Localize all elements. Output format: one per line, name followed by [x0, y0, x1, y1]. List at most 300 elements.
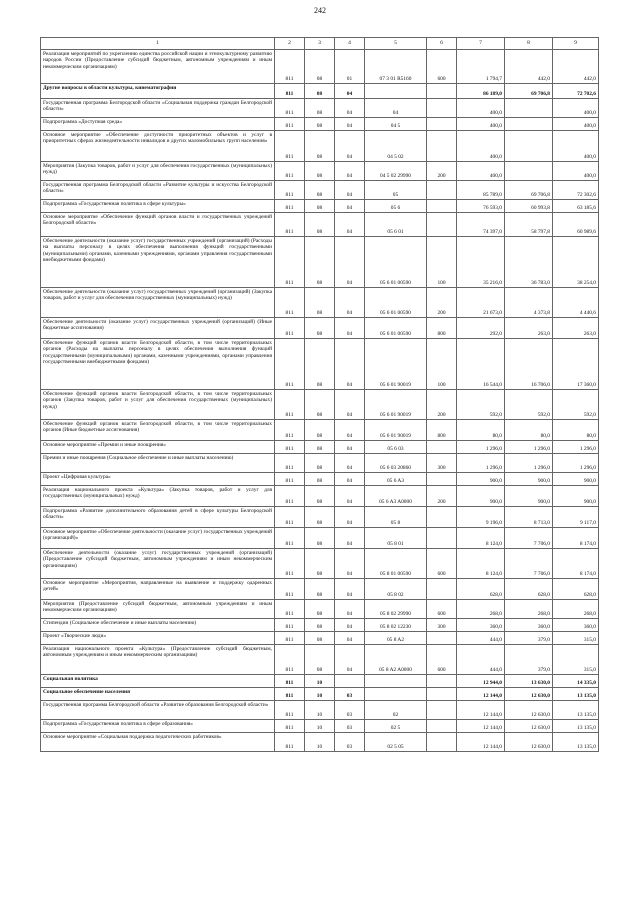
amount-year-3: 315,0	[553, 645, 599, 675]
subsection-code: 04	[335, 181, 365, 200]
section-code: 08	[305, 162, 335, 181]
expense-type: 800	[427, 420, 457, 441]
amount-year-2: 16 706,0	[505, 339, 553, 390]
expense-type	[427, 720, 457, 733]
section-code: 10	[305, 720, 335, 733]
expense-type	[427, 213, 457, 237]
amount-year-1: 8 124,0	[457, 549, 505, 579]
amount-year-1: 400,0	[457, 131, 505, 162]
subsection-code: 04	[335, 549, 365, 579]
table-row	[41, 675, 599, 688]
expense-type: 600	[427, 600, 457, 619]
row-name: Премии и иные поощрения (Социальное обеспечение и иные выплаты населению)	[41, 454, 275, 473]
row-name: Проект «Цифровая культура»	[41, 473, 275, 486]
expense-type	[427, 701, 457, 720]
subsection-code: 04	[335, 619, 365, 632]
table-row	[41, 720, 599, 733]
table-row	[41, 600, 599, 619]
table-row	[41, 507, 599, 528]
page-number: 242	[314, 6, 326, 15]
section-code: 08	[305, 579, 335, 600]
admin-code: 811	[275, 213, 305, 237]
row-name: Обеспечение функций органов власти Белгородской области, в том числе территориальных органов (Иные бюджетные ассигнования)	[41, 420, 275, 441]
amount-year-2: 900,0	[505, 473, 553, 486]
table-row	[41, 237, 599, 288]
amount-year-2: 60 993,8	[505, 200, 553, 213]
column-header: 3	[305, 38, 335, 50]
target-article	[365, 675, 427, 688]
table-row	[41, 181, 599, 200]
amount-year-1: 16 544,0	[457, 339, 505, 390]
section-code: 08	[305, 213, 335, 237]
admin-code: 811	[275, 181, 305, 200]
admin-code: 811	[275, 579, 305, 600]
admin-code: 811	[275, 720, 305, 733]
amount-year-1: 80,0	[457, 420, 505, 441]
table-row	[41, 99, 599, 118]
amount-year-3: 400,0	[553, 99, 599, 118]
table-row	[41, 162, 599, 181]
amount-year-3: 400,0	[553, 118, 599, 131]
amount-year-2: 8 713,0	[505, 507, 553, 528]
row-name: Социальное обеспечение населения	[41, 688, 275, 701]
admin-code: 811	[275, 701, 305, 720]
row-name: Обеспечение деятельности (оказание услуг) государственных учреждений (организаций) (Закупка товаров, работ и услуг для обеспечения государственных (муниципальных) нужд)	[41, 288, 275, 318]
amount-year-1: 21 673,0	[457, 288, 505, 318]
amount-year-3: 9 117,0	[553, 507, 599, 528]
target-article: 05 8 02 12230	[365, 619, 427, 632]
expense-type: 600	[427, 645, 457, 675]
row-name: Подпрограмма «Доступная среда»	[41, 118, 275, 131]
expense-type: 300	[427, 454, 457, 473]
column-header: 2	[275, 38, 305, 50]
amount-year-1: 1 296,0	[457, 441, 505, 454]
section-code: 08	[305, 99, 335, 118]
target-article: 05 6	[365, 200, 427, 213]
expense-type	[427, 99, 457, 118]
table-row	[41, 318, 599, 339]
admin-code: 811	[275, 733, 305, 752]
subsection-code: 04	[335, 118, 365, 131]
expense-type: 300	[427, 619, 457, 632]
amount-year-2: 7 706,0	[505, 549, 553, 579]
amount-year-3: 1 296,0	[553, 441, 599, 454]
amount-year-2: 592,0	[505, 390, 553, 420]
amount-year-3: 1 296,0	[553, 454, 599, 473]
target-article: 05 8 A2	[365, 632, 427, 645]
subsection-code: 03	[335, 688, 365, 701]
admin-code: 811	[275, 237, 305, 288]
amount-year-3: 72 702,6	[553, 84, 599, 99]
amount-year-3: 14 335,0	[553, 675, 599, 688]
admin-code: 811	[275, 441, 305, 454]
target-article: 04 5 02	[365, 131, 427, 162]
admin-code: 811	[275, 162, 305, 181]
amount-year-1: 85 789,0	[457, 181, 505, 200]
admin-code: 811	[275, 600, 305, 619]
section-code: 08	[305, 549, 335, 579]
row-name: Подпрограмма «Государственная политика в сфере культуры»	[41, 200, 275, 213]
subsection-code: 04	[335, 200, 365, 213]
section-code: 08	[305, 420, 335, 441]
amount-year-1: 900,0	[457, 486, 505, 507]
amount-year-2: 58 797,8	[505, 213, 553, 237]
section-code: 08	[305, 237, 335, 288]
section-code: 08	[305, 390, 335, 420]
table-row	[41, 200, 599, 213]
amount-year-1: 12 144,0	[457, 720, 505, 733]
row-name: Государственная программа Белгородской области «Развитие культуры и искусства Белгородской области»	[41, 181, 275, 200]
column-header: 8	[505, 38, 553, 50]
section-code: 08	[305, 200, 335, 213]
amount-year-3: 628,0	[553, 579, 599, 600]
section-code: 10	[305, 688, 335, 701]
subsection-code: 04	[335, 131, 365, 162]
amount-year-3: 263,0	[553, 318, 599, 339]
row-name: Другие вопросы в области культуры, кинематографии	[41, 84, 275, 99]
section-code: 10	[305, 701, 335, 720]
amount-year-1: 74 397,0	[457, 213, 505, 237]
row-name: Мероприятия (Предоставление субсидий бюджетным, автономным учреждениям и иным некоммерческим организациям)	[41, 600, 275, 619]
amount-year-1: 268,0	[457, 600, 505, 619]
target-article: 05 6 03	[365, 441, 427, 454]
subsection-code: 04	[335, 339, 365, 390]
target-article: 02 5 05	[365, 733, 427, 752]
amount-year-3: 8 174,0	[553, 528, 599, 549]
target-article: 05 6 A3 A0000	[365, 486, 427, 507]
table-row	[41, 619, 599, 632]
table-row	[41, 441, 599, 454]
row-name: Основное мероприятие «Премии и иные поощрения»	[41, 441, 275, 454]
subsection-code: 04	[335, 528, 365, 549]
target-article: 05 8 A2 A0000	[365, 645, 427, 675]
row-name: Обеспечение функций органов власти Белгородской области, в том числе территориальных органов (Закупка товаров, работ и услуг для обеспечения государственных (муниципальных) нужд)	[41, 390, 275, 420]
section-code: 08	[305, 473, 335, 486]
target-article: 05 8 02	[365, 579, 427, 600]
column-header: 9	[553, 38, 599, 50]
target-article: 02	[365, 701, 427, 720]
section-code: 08	[305, 288, 335, 318]
table-row	[41, 118, 599, 131]
target-article: 05	[365, 181, 427, 200]
subsection-code: 01	[335, 50, 365, 84]
target-article: 05 8 01	[365, 528, 427, 549]
subsection-code: 04	[335, 486, 365, 507]
table-row	[41, 390, 599, 420]
expense-type	[427, 131, 457, 162]
amount-year-2: 900,0	[505, 486, 553, 507]
expense-type: 200	[427, 162, 457, 181]
amount-year-2: 69 706,8	[505, 84, 553, 99]
amount-year-2: 1 296,0	[505, 454, 553, 473]
amount-year-1: 86 189,0	[457, 84, 505, 99]
subsection-code: 03	[335, 720, 365, 733]
admin-code: 811	[275, 288, 305, 318]
amount-year-1: 400,0	[457, 99, 505, 118]
table-row	[41, 84, 599, 99]
amount-year-1: 292,0	[457, 318, 505, 339]
section-code: 08	[305, 118, 335, 131]
subsection-code: 04	[335, 213, 365, 237]
subsection-code: 04	[335, 645, 365, 675]
admin-code: 811	[275, 645, 305, 675]
admin-code: 811	[275, 454, 305, 473]
section-code: 08	[305, 441, 335, 454]
amount-year-3: 360,0	[553, 619, 599, 632]
table-row	[41, 454, 599, 473]
amount-year-2	[505, 118, 553, 131]
section-code: 08	[305, 318, 335, 339]
admin-code: 811	[275, 507, 305, 528]
admin-code: 811	[275, 50, 305, 84]
subsection-code: 04	[335, 579, 365, 600]
row-name: Обеспечение деятельности (оказание услуг) государственных учреждений (организаций) (Расходы на выплаты персоналу в целях обеспечения выполнения функций государственными (муниципальными) органами, казенными учреждениями, органами управления государственными внебюджетными фондами)	[41, 237, 275, 288]
target-article: 07 3 01 R5160	[365, 50, 427, 84]
row-name: Государственная программа Белгородской области «Развитие образования Белгородской области»	[41, 701, 275, 720]
amount-year-2: 12 630,0	[505, 733, 553, 752]
amount-year-3: 13 135,0	[553, 720, 599, 733]
target-article: 02 5	[365, 720, 427, 733]
row-name: Основное мероприятие «Обеспечение функций органов власти и государственных учреждений Белгородской области»	[41, 213, 275, 237]
column-header: 7	[457, 38, 505, 50]
expense-type	[427, 200, 457, 213]
section-code: 08	[305, 486, 335, 507]
amount-year-1: 400,0	[457, 118, 505, 131]
section-code: 08	[305, 84, 335, 99]
table-row	[41, 420, 599, 441]
row-name: Реализация национального проекта «Культура» (Закупка товаров, работ и услуг для государственных (муниципальных) нужд)	[41, 486, 275, 507]
amount-year-1: 360,0	[457, 619, 505, 632]
section-code: 08	[305, 454, 335, 473]
amount-year-2	[505, 131, 553, 162]
subsection-code: 04	[335, 420, 365, 441]
admin-code: 811	[275, 200, 305, 213]
amount-year-3: 60 989,6	[553, 213, 599, 237]
target-article: 05 6 A3	[365, 473, 427, 486]
target-article: 04 5	[365, 118, 427, 131]
subsection-code: 04	[335, 600, 365, 619]
amount-year-2: 13 630,0	[505, 675, 553, 688]
target-article: 05 6 01 00590	[365, 318, 427, 339]
amount-year-3: 38 254,0	[553, 237, 599, 288]
table-row	[41, 213, 599, 237]
admin-code: 811	[275, 131, 305, 162]
row-name: Государственная программа Белгородской области «Социальная поддержка граждан Белгородской области»	[41, 99, 275, 118]
row-name: Основное мероприятие «Социальная поддержка педагогических работников»	[41, 733, 275, 752]
amount-year-2: 80,0	[505, 420, 553, 441]
row-name: Реализация мероприятий по укреплению единства российской нации и этнокультурному развитию народов России (Предоставление субсидий бюджетным, автономным учреждениям и иным некоммерческим организациям)	[41, 50, 275, 84]
amount-year-2: 1 296,0	[505, 441, 553, 454]
subsection-code: 04	[335, 237, 365, 288]
amount-year-1: 444,0	[457, 645, 505, 675]
row-name: Основное мероприятие «Обеспечение доступности приоритетных объектов и услуг в приоритетных сферах жизнедеятельности инвалидов и других маломобильных групп населения»	[41, 131, 275, 162]
amount-year-2: 442,0	[505, 50, 553, 84]
amount-year-1: 1 296,0	[457, 454, 505, 473]
row-name: Реализация национального проекта «Культура» (Предоставление субсидий бюджетным, автономным учреждениям и иным некоммерческим организациям)	[41, 645, 275, 675]
row-name: Проект «Творческие люди»	[41, 632, 275, 645]
amount-year-2: 4 373,8	[505, 288, 553, 318]
expense-type: 100	[427, 237, 457, 288]
amount-year-1: 12 144,0	[457, 701, 505, 720]
section-code: 08	[305, 339, 335, 390]
amount-year-2: 12 630,0	[505, 688, 553, 701]
expense-type: 800	[427, 318, 457, 339]
target-article: 04	[365, 99, 427, 118]
amount-year-2: 379,0	[505, 632, 553, 645]
expense-type	[427, 507, 457, 528]
column-header: 4	[335, 38, 365, 50]
row-name: Основное мероприятие «Обеспечение деятельности (оказание услуг) государственных учреждений (организаций)»	[41, 528, 275, 549]
subsection-code: 04	[335, 390, 365, 420]
target-article: 05 6 01 90019	[365, 390, 427, 420]
amount-year-1: 12 944,0	[457, 675, 505, 688]
expense-type	[427, 441, 457, 454]
row-name: Обеспечение деятельности (оказание услуг) государственных учреждений (организаций) (Предоставление субсидий бюджетным, автономным учреждениям и иным некоммерческим организациям)	[41, 549, 275, 579]
amount-year-1: 35 216,0	[457, 237, 505, 288]
row-name: Стипендии (Социальное обеспечение и иные выплаты населению)	[41, 619, 275, 632]
expense-type: 200	[427, 390, 457, 420]
amount-year-3: 400,0	[553, 131, 599, 162]
section-code: 08	[305, 507, 335, 528]
expense-type	[427, 528, 457, 549]
amount-year-2: 69 706,8	[505, 181, 553, 200]
row-name: Основное мероприятие «Мероприятия, направленные на выявление и поддержку одаренных детей»	[41, 579, 275, 600]
target-article	[365, 84, 427, 99]
target-article	[365, 688, 427, 701]
row-name: Социальная политика	[41, 675, 275, 688]
section-code: 08	[305, 181, 335, 200]
amount-year-2: 628,0	[505, 579, 553, 600]
amount-year-3: 8 174,0	[553, 549, 599, 579]
admin-code: 811	[275, 118, 305, 131]
admin-code: 811	[275, 84, 305, 99]
row-name: Мероприятия (Закупка товаров, работ и услуг для обеспечения государственных (муниципальных) нужд)	[41, 162, 275, 181]
amount-year-2: 7 706,0	[505, 528, 553, 549]
admin-code: 811	[275, 486, 305, 507]
section-code: 08	[305, 50, 335, 84]
admin-code: 811	[275, 688, 305, 701]
target-article: 05 8 01 00590	[365, 549, 427, 579]
amount-year-1: 1 794,7	[457, 50, 505, 84]
subsection-code: 04	[335, 162, 365, 181]
admin-code: 811	[275, 318, 305, 339]
expense-type: 200	[427, 288, 457, 318]
amount-year-1: 8 124,0	[457, 528, 505, 549]
amount-year-1: 12 144,0	[457, 733, 505, 752]
expense-type: 100	[427, 339, 457, 390]
amount-year-1: 444,0	[457, 632, 505, 645]
expense-type: 200	[427, 486, 457, 507]
amount-year-1: 400,0	[457, 162, 505, 181]
table-row	[41, 50, 599, 84]
table-row	[41, 733, 599, 752]
section-code: 08	[305, 600, 335, 619]
table-row	[41, 131, 599, 162]
expense-type	[427, 688, 457, 701]
expense-type	[427, 579, 457, 600]
amount-year-3: 315,0	[553, 632, 599, 645]
expense-type	[427, 632, 457, 645]
admin-code: 811	[275, 675, 305, 688]
section-code: 10	[305, 733, 335, 752]
admin-code: 811	[275, 473, 305, 486]
section-code: 08	[305, 632, 335, 645]
amount-year-3: 268,0	[553, 600, 599, 619]
admin-code: 811	[275, 390, 305, 420]
amount-year-3: 400,0	[553, 162, 599, 181]
target-article: 05 8	[365, 507, 427, 528]
amount-year-1: 76 593,0	[457, 200, 505, 213]
target-article: 05 8 02 29990	[365, 600, 427, 619]
subsection-code: 04	[335, 454, 365, 473]
subsection-code: 04	[335, 473, 365, 486]
header-row	[41, 38, 599, 50]
table-row	[41, 528, 599, 549]
table-row	[41, 473, 599, 486]
admin-code: 811	[275, 528, 305, 549]
expense-type	[427, 118, 457, 131]
amount-year-3: 72 302,6	[553, 181, 599, 200]
subsection-code: 04	[335, 288, 365, 318]
subsection-code: 04	[335, 99, 365, 118]
amount-year-3: 17 360,0	[553, 339, 599, 390]
target-article: 05 6 01	[365, 213, 427, 237]
table-row	[41, 486, 599, 507]
amount-year-3: 592,0	[553, 390, 599, 420]
expense-type	[427, 675, 457, 688]
row-name: Обеспечение деятельности (оказание услуг) государственных учреждений (организаций) (Иные бюджетные ассигнования)	[41, 318, 275, 339]
amount-year-3: 4 440,6	[553, 288, 599, 318]
admin-code: 811	[275, 619, 305, 632]
column-header: 5	[365, 38, 427, 50]
target-article: 04 5 02 29990	[365, 162, 427, 181]
section-code: 08	[305, 619, 335, 632]
table-row	[41, 579, 599, 600]
table-row	[41, 688, 599, 701]
amount-year-3: 13 135,0	[553, 733, 599, 752]
amount-year-1: 592,0	[457, 390, 505, 420]
admin-code: 811	[275, 99, 305, 118]
amount-year-3: 13 135,0	[553, 688, 599, 701]
column-header: 1	[41, 38, 275, 50]
amount-year-3: 442,0	[553, 50, 599, 84]
expense-type	[427, 84, 457, 99]
amount-year-2: 268,0	[505, 600, 553, 619]
admin-code: 811	[275, 549, 305, 579]
column-header: 6	[427, 38, 457, 50]
amount-year-2	[505, 162, 553, 181]
target-article: 05 6 01 90019	[365, 420, 427, 441]
admin-code: 811	[275, 420, 305, 441]
expense-type	[427, 733, 457, 752]
admin-code: 811	[275, 339, 305, 390]
expense-type: 600	[427, 50, 457, 84]
amount-year-2: 36 783,0	[505, 237, 553, 288]
amount-year-1: 9 196,0	[457, 507, 505, 528]
target-article: 05 6 01 00590	[365, 288, 427, 318]
amount-year-2	[505, 99, 553, 118]
amount-year-3: 13 135,0	[553, 701, 599, 720]
amount-year-1: 12 144,0	[457, 688, 505, 701]
section-code: 10	[305, 675, 335, 688]
table-row	[41, 645, 599, 675]
amount-year-3: 900,0	[553, 473, 599, 486]
budget-table	[40, 37, 599, 752]
subsection-code: 04	[335, 318, 365, 339]
subsection-code: 04	[335, 507, 365, 528]
amount-year-2: 12 630,0	[505, 701, 553, 720]
amount-year-3: 900,0	[553, 486, 599, 507]
